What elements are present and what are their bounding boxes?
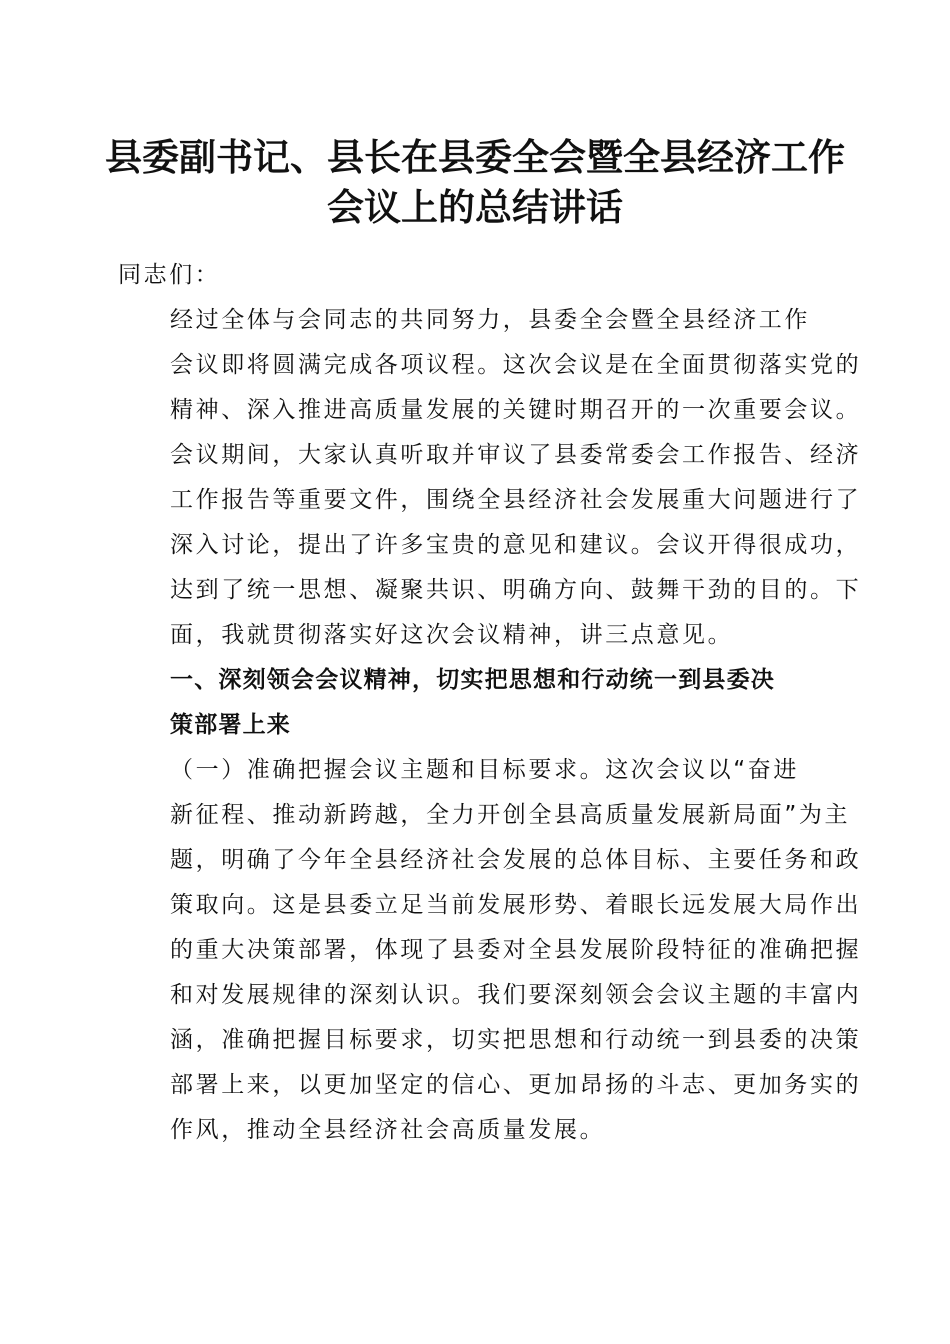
paragraph-line: 深入讨论，提出了许多宝贵的意见和建议。会议开得很成功， (170, 532, 862, 558)
document-body (118, 253, 862, 1153)
paragraph-line: 部署上来，以更加坚定的信心、更加昂扬的斗志、更加务实的 (170, 1072, 862, 1098)
paragraph-line: 达到了统一思想、凝聚共识、明确方向、鼓舞干劲的目的。下 (170, 577, 862, 603)
paragraph-line: 精神、深入推进高质量发展的关键时期召开的一次重要会议。 (170, 397, 862, 423)
paragraph-line: 会议期间，大家认真听取并审议了县委常委会工作报告、经济 (170, 442, 862, 468)
paragraph-line: 的重大决策部署，体现了县委对全县发展阶段特征的准确把握 (170, 937, 862, 963)
paragraph-line: 策取向。这是县委立足当前发展形势、着眼长远发展大局作出 (170, 892, 862, 918)
section-heading (118, 658, 830, 748)
subsection-paragraph (118, 748, 862, 1153)
title-line: 县委副书记、县长在县委全会暨全县经济工作 (105, 135, 845, 179)
intro-paragraph (118, 298, 862, 658)
paragraph-line: （一）准确把握会议主题和目标要求。这次会议以“奋进 (170, 757, 799, 783)
salutation: 同志们： (118, 262, 221, 288)
paragraph-line: 面，我就贯彻落实好这次会议精神，讲三点意见。 (170, 622, 734, 648)
paragraph-line: 作风，推动全县经济社会高质量发展。 (170, 1117, 606, 1143)
paragraph-line: 和对发展规律的深刻认识。我们要深刻领会会议主题的丰富内 (170, 982, 862, 1008)
heading-line: 策部署上来 (170, 712, 291, 738)
paragraph-line: 题，明确了今年全县经济社会发展的总体目标、主要任务和政 (170, 847, 862, 873)
document-title (100, 132, 850, 232)
paragraph-line: 工作报告等重要文件，围绕全县经济社会发展重大问题进行了 (170, 487, 862, 513)
title-line: 会议上的总结讲话 (327, 185, 623, 229)
heading-line: 一、深刻领会会议精神，切实把思想和行动统一到县委决 (170, 667, 775, 693)
paragraph-line: 涵，准确把握目标要求，切实把思想和行动统一到县委的决策 (170, 1027, 862, 1053)
paragraph-line: 经过全体与会同志的共同努力，县委全会暨全县经济工作 (170, 307, 810, 333)
paragraph-line: 会议即将圆满完成各项议程。这次会议是在全面贯彻落实党的 (170, 352, 862, 378)
paragraph-line: 新征程、推动新跨越，全力开创全县高质量发展新局面”为主 (170, 802, 851, 828)
